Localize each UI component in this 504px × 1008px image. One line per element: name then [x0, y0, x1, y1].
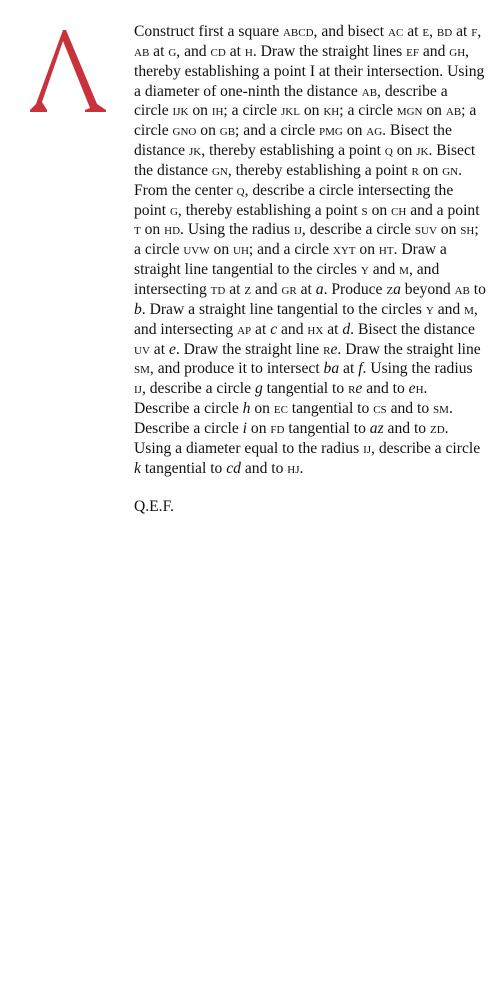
text-run: and to [240, 459, 288, 477]
point-label: gr [281, 280, 297, 298]
italic-label: g [254, 380, 263, 398]
text-run: . Using the radius [180, 221, 294, 239]
text-run: ; a circle [134, 221, 479, 259]
italic-label: c [270, 320, 278, 338]
text-run: on [342, 122, 367, 140]
point-label: hd [164, 221, 181, 239]
point-label: q [384, 142, 393, 160]
text-run: , thereby establishing a point [227, 161, 412, 179]
point-label: r [411, 161, 419, 179]
text-run: at [296, 280, 316, 298]
point-label: sm [433, 400, 449, 418]
point-label: kh [323, 102, 340, 120]
italic-label: az [369, 419, 384, 437]
text-run: and to [386, 400, 434, 418]
text-run: ; a circle [223, 102, 281, 120]
text-run: , thereby establishing a point I at their intersection. Using a diameter of one-ninth the distance [134, 42, 485, 100]
text-run: on [209, 241, 234, 259]
italic-label: d [342, 320, 351, 338]
point-label: jkl [281, 102, 300, 120]
point-label: xyt [332, 241, 356, 259]
text-run: . Draw the straight line [175, 340, 324, 358]
point-label: uv [134, 340, 150, 358]
text-run: Construct first a square [134, 23, 283, 40]
text-run: ; and a circle [235, 122, 320, 140]
text-run: on [140, 221, 165, 239]
point-label: hx [307, 320, 324, 338]
text-run: beyond [400, 280, 455, 298]
point-label: ac [388, 23, 404, 40]
text-run: to [469, 280, 486, 298]
text-run: , describe a circle [141, 380, 255, 398]
text-run: tangential to [140, 459, 227, 477]
italic-label: e [355, 380, 363, 398]
text-run: . Describe a circle [134, 380, 428, 418]
point-label: y [425, 300, 434, 318]
text-run: . Describe a circle [134, 400, 453, 437]
point-label: s [361, 201, 368, 219]
italic-label: e [408, 380, 416, 398]
text-run: , and produce it to intersect [149, 360, 324, 378]
point-label: h [244, 42, 253, 60]
text-run: . Bisect the distance [134, 142, 476, 179]
text-run: at [323, 320, 343, 338]
text-run: at [452, 23, 472, 40]
text-run: on [247, 419, 271, 437]
italic-label: a [393, 280, 401, 298]
construction-paragraph [134, 22, 486, 478]
point-label: gh [449, 42, 466, 60]
point-label: t [134, 221, 141, 239]
italic-label: b [134, 300, 142, 318]
text-run: . Bisect the distance [350, 320, 475, 338]
text-run: at [251, 320, 271, 338]
text-run: . Bisect the distance [134, 122, 452, 160]
point-label: y [360, 261, 369, 279]
text-run: . Draw the straight line [337, 340, 481, 358]
point-label: ij [293, 221, 302, 239]
point-label: zd [429, 419, 445, 437]
point-label: r [323, 340, 331, 358]
text-run: on [250, 400, 274, 418]
text-run: on [367, 201, 392, 219]
italic-label: e [330, 340, 338, 358]
qef-closing: Q.E.F. [134, 498, 174, 516]
text-run: . [299, 459, 304, 477]
point-label: m [399, 261, 409, 279]
point-label: cs [373, 400, 387, 418]
point-label: ap [237, 320, 252, 338]
point-label: f [471, 23, 478, 40]
text-run: , describe a circle [134, 82, 448, 120]
text-run: and [251, 280, 282, 298]
text-run: . Draw the straight lines [252, 42, 407, 60]
point-label: g [169, 201, 178, 219]
text-run: . Using a diameter equal to the radius [134, 419, 449, 457]
text-run: on [355, 241, 379, 259]
italic-label: k [134, 459, 141, 477]
text-run: on [188, 102, 212, 120]
text-run: . Draw a straight line tangential to the circles [134, 241, 447, 279]
point-label: ij [134, 380, 142, 398]
text-run: at [403, 23, 423, 40]
italic-label: i [242, 419, 247, 437]
point-label: sh [460, 221, 475, 239]
point-label: ec [273, 400, 288, 418]
text-run: on [392, 142, 417, 160]
text-run: at [225, 42, 245, 60]
text-run: at [225, 280, 245, 298]
point-label: uh [233, 241, 249, 259]
text-run: on [436, 221, 461, 239]
point-label: ijk [172, 102, 189, 120]
text-run: and [433, 300, 465, 318]
italic-label: h [242, 400, 251, 418]
construction-text [134, 22, 486, 517]
text-run: , describe a circle [371, 439, 481, 457]
point-label: td [210, 280, 226, 298]
point-label: ab [134, 42, 150, 60]
point-label: ef [406, 42, 419, 60]
point-label: m [464, 300, 474, 318]
point-label: r [348, 380, 356, 398]
text-run: . Produce [323, 280, 387, 298]
text-run: at [339, 360, 359, 378]
italic-label: f [358, 360, 363, 378]
point-label: ch [391, 201, 407, 219]
text-run: tangential to [262, 380, 349, 398]
point-label: q [236, 181, 245, 199]
text-run: , describe a circle [301, 221, 415, 239]
point-label: ab [445, 102, 462, 120]
point-label: pmg [319, 122, 343, 140]
point-label: z [244, 280, 252, 298]
point-label: jk [416, 142, 429, 160]
point-label: gno [172, 122, 197, 140]
text-run: , thereby establishing a point [177, 201, 362, 219]
text-run: on [196, 122, 220, 140]
point-label: gn [211, 161, 228, 179]
point-label: ab [361, 82, 378, 100]
point-label: bd [436, 23, 453, 40]
point-label: gb [219, 122, 236, 140]
text-run: , and bisect [313, 23, 389, 40]
text-run: , and intersecting [134, 261, 440, 298]
italic-label: a [315, 280, 324, 298]
text-run: , [477, 23, 482, 40]
text-run: on [422, 102, 446, 120]
text-run: and [418, 42, 450, 60]
text-run: and to [383, 419, 430, 437]
point-label: fd [270, 419, 285, 437]
text-run: , and [176, 42, 211, 60]
lambda-glyph-icon [30, 30, 108, 112]
text-run: and [277, 320, 308, 338]
point-label: ht [378, 241, 394, 259]
point-label: e [422, 23, 430, 40]
text-run: , [429, 23, 437, 40]
text-run: on [418, 161, 443, 179]
point-label: ag [366, 122, 383, 140]
text-run: tangential to [284, 419, 370, 437]
point-label: cd [210, 42, 226, 60]
italic-label: ba [323, 360, 340, 378]
text-run: ; and a circle [248, 241, 333, 259]
text-run: , and intersecting [134, 300, 478, 338]
point-label: ih [211, 102, 224, 120]
point-label: ab [454, 280, 470, 298]
point-label: ij [363, 439, 372, 457]
text-run: and to [362, 380, 409, 398]
text-run: , describe a circle intersecting the point [134, 181, 454, 219]
point-label: z [386, 280, 394, 298]
point-label: gn [442, 161, 459, 179]
italic-label: cd [226, 459, 241, 477]
point-label: hj [287, 459, 300, 477]
point-label: g [168, 42, 177, 60]
point-label: abcd [282, 23, 314, 40]
text-run: and a point [406, 201, 480, 219]
point-label: h [415, 380, 424, 398]
text-run: ; a circle [134, 102, 477, 140]
point-label: suv [414, 221, 437, 239]
text-run: , thereby establishing a point [201, 142, 385, 160]
text-run: at [149, 42, 169, 60]
text-run: on [299, 102, 324, 120]
point-label: sm [134, 360, 150, 378]
text-run: at [149, 340, 169, 358]
point-label: uvw [183, 241, 210, 259]
point-label: jk [189, 142, 202, 160]
text-run: . Draw a straight line tangential to the circles [141, 300, 426, 318]
text-run: . Using the radius [362, 360, 473, 378]
text-run: . From the center [134, 161, 462, 199]
text-run: tangential to [287, 400, 374, 418]
text-run: and [368, 261, 400, 279]
point-label: mgn [396, 102, 423, 120]
italic-label: e [168, 340, 176, 358]
text-run: ; a circle [339, 102, 397, 120]
